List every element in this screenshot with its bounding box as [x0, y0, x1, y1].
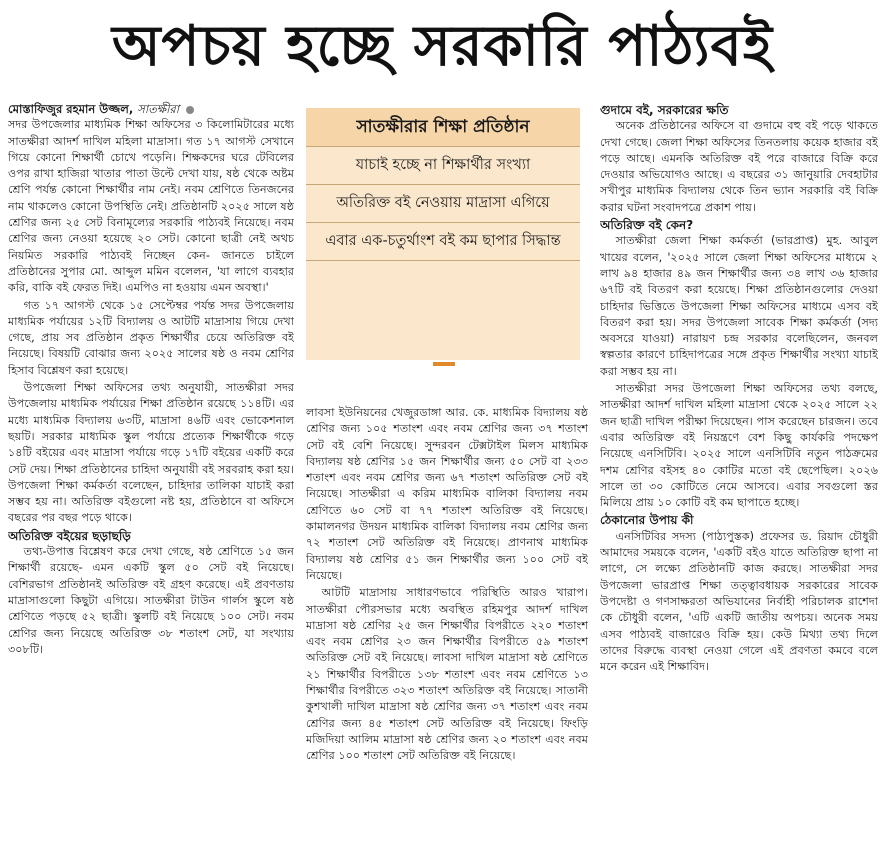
highlight-item: যাচাই হচ্ছে না শিক্ষার্থীর সংখ্যা [306, 147, 580, 185]
paragraph: উপজেলা শিক্ষা অফিসের তথ্য অনুযায়ী, সাতক্ষীরা সদর উপজেলায় মাধ্যমিক পর্যায়ের শিক্ষা প্রতিষ্ঠান রয়েছে ১১৪টি। এর মধ্যে মাধ্যমিক বিদ্যালয় ৬৩টি, মাদ্রাসা ৪৬টি এবং ভোকেশনাল ছয়টি। সরকার মাধ্যমিক স্কুল পর্যায়ে প্রত্যেক শিক্ষার্থীকে গড়ে ১৪টি বইয়ের এবং মাদ্রাসা পর্যায়ে গড়ে ১৭টি বইয়ের একটি করে সেট দেয়। শিক্ষা প্রতিষ্ঠানের চাহিদা অনুযায়ী বই সরবরাহ করা হয়। উপজেলা শিক্ষা কর্মকর্তা বলেছেন, চাহিদার তালিকা যাচাই করা সম্ভব হয় না। অতিরিক্ত বইগুলো নষ্ট হয়, প্রতিষ্ঠানে বা অফিসে বছরের পর বছর পড়ে থাকে। [8, 381, 294, 525]
byline-author: মোস্তাফিজুর রহমান উজ্জল, [8, 102, 134, 116]
subheading: অতিরিক্ত বইয়ের ছড়াছড়ি [8, 528, 131, 543]
highlight-box-title: সাতক্ষীরার শিক্ষা প্রতিষ্ঠান [306, 108, 580, 147]
paragraph: সাতক্ষীরা সদর উপজেলা শিক্ষা অফিসের তথ্য বলছে, সাতক্ষীরা আদর্শ দাখিল মহিলা মাদ্রাসা থেকে ২০২৫ সালে ২২ জন ছাত্রী দাখিল পরীক্ষা দিয়েছেন। পাস করেছেন চারজন। তবে এবার অতিরিক্ত বই নিয়ন্ত্রণে বেশ কিছু কার্যকরি পদক্ষেপ নিয়েছে এনসিটিবি। ২০২৫ সালে এনসিটিবি নতুন পাঠক্রমের দশম শ্রেণির বইসহ ৪০ কোটির মতো বই ছেপেছিল। ২০২৬ সালে তা ৩০ কোটিতে নেমে আসবে। এবার সবগুলো স্তর মিলিয়ে প্রায় ১০ কোটি বই কম ছাপাতে হচ্ছে। [600, 382, 878, 510]
paragraph: এনসিটিবির সদস্য (পাঠ্যপুস্তক) প্রফেসর ড. রিয়াদ চৌধুরী আমাদের সময়কে বলেন, 'একটি বইও যাতে অতিরিক্ত ছাপা না লাগে, সে লক্ষ্যে প্রতিষ্ঠানটি কাজ করছে। সাতক্ষীরা সদর উপজেলা ভারপ্রাপ্ত শিক্ষা তত্ত্বাবধায়ক সরকারের সাবেক উপদেষ্টা ও গণসাক্ষরতা অভিযানের নির্বাহী পরিচালক রাশেদা কে চৌধুরী বলেন, 'এটি একটি জাতীয় অপচয়। অনেক সময় এসব পাঠ্যবই বাজারেও বিক্রি হয়। কেউ মিথ্যা তথ্য দিলে তাদের বিরুদ্ধে ব্যবস্থা নেওয়া গেলে এই প্রবণতা কমবে বলে মনে করেন এই শিক্ষাবিদ। [600, 529, 878, 674]
paragraph: গত ১৭ আগস্ট থেকে ১৫ সেপ্টেম্বর পর্যন্ত সদর উপজেলায় মাধ্যমিক পর্যায়ের ১২টি বিদ্যালয় ও আটটি মাদ্রাসায় গিয়ে দেখা গেছে, প্রায় সব প্রতিষ্ঠান প্রকৃত শিক্ষার্থীর চেয়ে অতিরিক্ত বই নিয়েছে। বিষয়টি বোঝার জন্য ২০২৫ সালের ষষ্ঠ ও নবম শ্রেণির হিসাব বিশ্লেষণ করা হয়েছে। [8, 298, 294, 377]
article-column-2 [306, 405, 588, 839]
byline [8, 101, 294, 117]
byline-location: সাতক্ষীরা [137, 102, 180, 116]
subheading: অতিরিক্ত বই কেন? [600, 218, 694, 233]
bullet-dot-icon [186, 106, 194, 114]
subheading: ঠেকানোর উপায় কী [600, 513, 694, 528]
highlight-box [306, 108, 580, 360]
paragraph: সাতক্ষীরা জেলা শিক্ষা কর্মকর্তা (ভারপ্রাপ্ত) মুহ. আবুল খায়ের বলেন, '২০২৫ সালে জেলা শিক্ষা অফিসের মাধ্যমে ২ লাখ ৯৪ হাজার ৪৯ জন শিক্ষার্থীর জন্য ৩৪ লাখ ৩৬ হাজার ৬৭টি বই বিতরণ করা হয়েছে। শিক্ষা প্রতিষ্ঠানগুলোর দেওয়া চাহিদার ভিত্তিতে উপজেলা শিক্ষা অফিসের মাধ্যমে এসব বই বিতরণ করা হয়। সদর উপজেলা সাবেক শিক্ষা কর্মকর্তা (সদ্য অবসরে যাওয়া) নারায়ণ চন্দ্র সরকার বলেছিলেন, জনবল স্বল্পতার কারণে চাহিদাপত্রের সঙ্গে প্রকৃত শিক্ষার্থীর সংখ্যা যাচাই করা সম্ভব হয় না। [600, 234, 878, 378]
headline: অপচয় হচ্ছে সরকারি পাঠ্যবই [112, 13, 773, 79]
article-column-1 [8, 101, 294, 839]
accent-bar [433, 362, 455, 366]
paragraph: অনেক প্রতিষ্ঠানের অফিসে বা গুদামে বহু বই পড়ে থাকতে দেখা গেছে। জেলা শিক্ষা অফিসের তিনতলায় কয়েক হাজার বই পড়ে আছে। এমনকি অতিরিক্ত বই পরে বাজারে বিক্রি করে দেওয়ার অভিযোগও আছে। এ বছরের ৩১ জানুয়ারি দেবহাটার সখীপুর মাধ্যমিক বিদ্যালয় থেকে তিন ভ্যান সরকারি বই বিক্রি করার ঘটনা সংবাদপত্রে প্রকাশ পায়। [600, 119, 878, 214]
paragraph: লাবসা ইউনিয়নের খেজুরডাঙ্গা আর. কে. মাধ্যমিক বিদ্যালয় ষষ্ঠ শ্রেণির জন্য ১০৫ শতাংশ এবং নবম শ্রেণির জন্য ৩৭ শতাংশ সেট বই বেশি নিয়েছে। সুন্দরবন টেক্সটাইল মিলস মাধ্যমিক বিদ্যালয় ষষ্ঠ শ্রেণির ১৫ জন শিক্ষার্থীর জন্য ৫০ সেট বা ২৩৩ শতাংশ এবং নবম শ্রেণির জন্য ৬৭ শতাংশ অতিরিক্ত সেট বই নিয়েছে। সাতক্ষীরা এ করিম মাধ্যমিক বালিকা বিদ্যালয় নবম শ্রেণিতে ৬০ সেট বা ৭৭ শতাংশ অতিরিক্ত বই নিয়েছে। কামালনগর উদয়ন মাধ্যমিক বালিকা বিদ্যালয় নবম শ্রেণির জন্য ৭২ শতাংশ সেট অতিরিক্ত বই নিয়েছে। প্রাণনাথ মাধ্যমিক বিদ্যালয় ষষ্ঠ শ্রেণির ৫১ জন শিক্ষার্থীর জন্য ১০০ সেট বই নিয়েছে। [306, 406, 588, 582]
paragraph: আটটি মাদ্রাসায় সাধারণভাবে পরিস্থিতি আরও খারাপ। সাতক্ষীরা পৌরসভার মধ্যে অবস্থিত রহিমপুর আদর্শ দাখিল মাদ্রাসা ষষ্ঠ শ্রেণির ২৫ জন শিক্ষার্থীর বিপরীতে ২২০ শতাংশ এবং নবম শ্রেণির ২৩ জন শিক্ষার্থীর বিপরীতে ৫৯ শতাংশ অতিরিক্ত সেট বই নিয়েছে। লাবসা দাখিল মাদ্রাসা ষষ্ঠ শ্রেণিতে ২১ শিক্ষার্থীর বিপরীতে ১৩৮ শতাংশ এবং নবম শ্রেণিতে ১৩ শিক্ষার্থীর বিপরীতে ৩২৩ শতাংশ অতিরিক্ত বই নিয়েছে। সাতানী কুশখালী দাখিল মাদ্রাসা ষষ্ঠ শ্রেণির জন্য ৩৭ শতাংশ এবং নবম শ্রেণির জন্য ৪৫ শতাংশ সেট অতিরিক্ত বই নিয়েছে। ফিংড়ি মজিদিয়া আলিম মাদ্রাসা ষষ্ঠ শ্রেণির জন্য ২০ শতাংশ এবং নবম শ্রেণির ১০০ শতাংশ সেট অতিরিক্ত বই নিয়েছে। [306, 586, 588, 763]
paragraph: সদর উপজেলার মাধ্যমিক শিক্ষা অফিসের ৩ কিলোমিটারের মধ্যে সাতক্ষীরা আদর্শ দাখিল মহিলা মাদ্রাসা। গত ১৭ আগস্ট সেখানে গিয়ে কোনো শিক্ষার্থী চোখে পড়েনি। শিক্ষকদের ঘরে টেবিলের ওপর রাখা হাজিরা খাতার পাতা উল্টে দেখা যায়, ষষ্ঠ থেকে অষ্টম শ্রেণি পর্যন্ত কোনো শিক্ষার্থীর নাম নেই। নবম শ্রেণিতে তিনজনের নাম থাকলেও কোনো উপস্থিতি নেই। প্রতিষ্ঠানটি ২০২৫ সালে ষষ্ঠ শ্রেণির জন্য ২৫ সেট বিনামূল্যের সরকারি পাঠ্যবই নিয়েছে। নবম শ্রেণির জন্য নেওয়া হয়েছে ২০ সেট। কোনো ছাত্রী নেই অথচ নিয়মিত সরকারি পাঠ্যবই নিচ্ছেন কেন- জানতে চাইলে প্রতিষ্ঠানের সুপার মো. আব্দুল মমিন বলেলন, 'যা লাগে ব্যবহার করি, বাকি বই ফেরত দিই। এমপিও না হওয়ায় এমন অবস্থা।' [8, 118, 294, 295]
paragraph: তথ্য-উপাত্ত বিশ্লেষণ করে দেখা গেছে, ষষ্ঠ শ্রেণিতে ১৫ জন শিক্ষার্থী রয়েছে- এমন একটি স্কুল ৫০ সেট বই নিয়েছে। বেশিরভাগ প্রতিষ্ঠানই অতিরিক্ত বই গ্রহণ করেছে। এই প্রবণতায় মাদ্রাসাগুলো কিছুটা এগিয়ে। সাতক্ষীরা টাউন গার্লস স্কুলে ষষ্ঠ শ্রেণিতে পড়ছে ৫২ ছাত্রী। স্কুলটি বই নিয়েছে ১০০ সেট। নবম শ্রেণির জন্য নিয়েছে অতিরিক্ত ৩৮ শতাংশ সেট, যা সংখ্যায় ৩০৮টি। [8, 545, 294, 656]
highlight-item: অতিরিক্ত বই নেওয়ায় মাদ্রাসা এগিয়ে [306, 185, 580, 223]
article-column-3 [600, 101, 878, 839]
highlight-item: এবার এক-চতুর্থাংশ বই কম ছাপার সিদ্ধান্ত [306, 223, 580, 261]
subheading: গুদামে বই, সরকারের ক্ষতি [600, 103, 729, 117]
